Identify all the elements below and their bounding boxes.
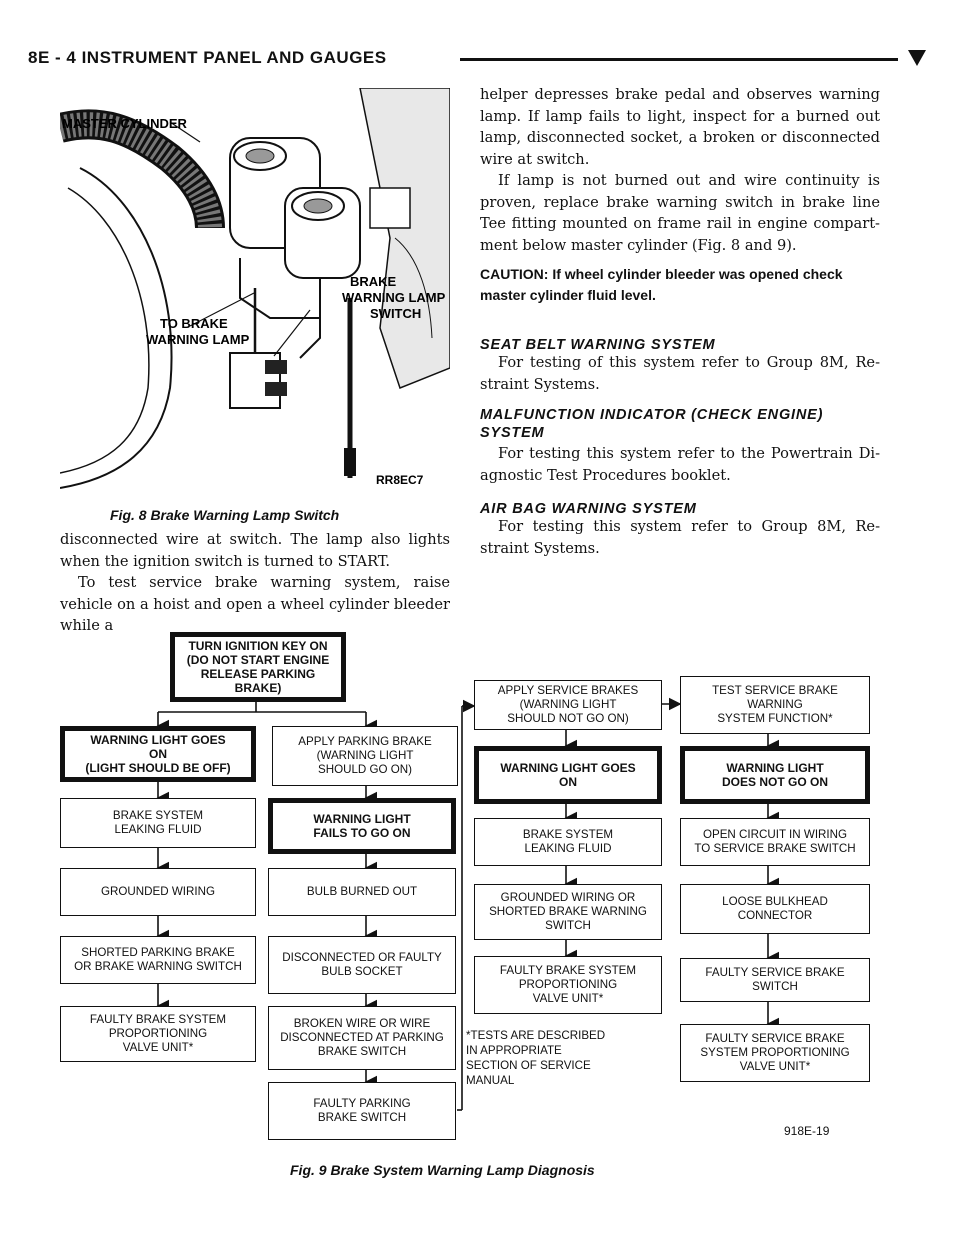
flow-footnote: *TESTS ARE DESCRIBED IN APPROPRIATE SECTION OF SERVICE MANUAL <box>466 1029 606 1087</box>
page-header <box>28 44 932 72</box>
c3-box-5: FAULTY BRAKE SYSTEM PROPORTIONING VALVE UNIT* <box>474 956 662 1014</box>
caution-note: CAUTION: If wheel cylinder bleeder was opened check master cylinder fluid level. <box>480 266 843 303</box>
label-to-lamp-2: WARNING LAMP <box>146 332 250 347</box>
c2-box-4: DISCONNECTED OR FAULTY BULB SOCKET <box>268 936 456 994</box>
section-heading-air-bag: AIR BAG WARNING SYSTEM <box>480 501 697 517</box>
c3-box-4: GROUNDED WIRING OR SHORTED BRAKE WARNING SWITCH <box>474 884 662 940</box>
start-box: TURN IGNITION KEY ON (DO NOT START ENGINE RELEASE PARKING BRAKE) <box>170 632 346 702</box>
c4-box-6: FAULTY SERVICE BRAKE SYSTEM PROPORTIONING VALVE UNIT* <box>680 1024 870 1082</box>
figure-9-caption: Fig. 9 Brake System Warning Lamp Diagnosis <box>290 1162 595 1178</box>
c2-box-6: FAULTY PARKING BRAKE SWITCH <box>268 1082 456 1140</box>
brake-switch-drawing <box>60 88 450 498</box>
c3-box-3: BRAKE SYSTEM LEAKING FLUID <box>474 818 662 866</box>
c1-box-2: BRAKE SYSTEM LEAKING FLUID <box>60 798 256 848</box>
flow-code: 918E-19 <box>784 1124 830 1138</box>
triangle-icon <box>908 50 926 66</box>
c1-box-1: WARNING LIGHT GOES ON (LIGHT SHOULD BE OFF) <box>60 726 256 782</box>
right-paragraph-2: If lamp is not burned out and wire continuity is proven, replace brake warning switch in brake line Tee fitting mounted on frame rail in engine compart-ment below master cylinder (Fig. 8 and 9). <box>480 172 880 254</box>
label-to-lamp-1: TO BRAKE <box>160 316 228 331</box>
figure-8-caption: Fig. 8 Brake Warning Lamp Switch <box>110 507 340 523</box>
c4-box-5: FAULTY SERVICE BRAKE SWITCH <box>680 958 870 1002</box>
c2-box-2: WARNING LIGHT FAILS TO GO ON <box>268 798 456 854</box>
right-paragraph-1: helper depresses brake pedal and observes warning lamp. If lamp fails to light, inspect for a burned out lamp, disconnected socket, a broken or disconnected wire at switch. <box>480 86 880 168</box>
page-title: 8E - 4 INSTRUMENT PANEL AND GAUGES <box>28 48 387 67</box>
figure-8-illustration <box>60 88 450 498</box>
label-brake-2: WARNING LAMP <box>342 290 446 305</box>
header-rule <box>460 58 898 61</box>
left-paragraph-2: To test service brake warning system, raise vehicle on a hoist and open a wheel cylinder bleeder while a <box>60 574 450 634</box>
c1-box-4: SHORTED PARKING BRAKE OR BRAKE WARNING SWITCH <box>60 936 256 984</box>
c3-box-2: WARNING LIGHT GOES ON <box>474 746 662 804</box>
c4-box-4: LOOSE BULKHEAD CONNECTOR <box>680 884 870 934</box>
section-heading-mil: MALFUNCTION INDICATOR (CHECK ENGINE) SYSTEM <box>480 407 824 441</box>
left-paragraph-1: disconnected wire at switch. The lamp also lights when the ignition switch is turned to START. <box>60 531 450 570</box>
section-heading-seat-belt: SEAT BELT WARNING SYSTEM <box>480 337 716 353</box>
c3-box-1: APPLY SERVICE BRAKES (WARNING LIGHT SHOULD NOT GO ON) <box>474 680 662 730</box>
c1-box-3: GROUNDED WIRING <box>60 868 256 916</box>
c4-box-1: TEST SERVICE BRAKE WARNING SYSTEM FUNCTION* <box>680 676 870 734</box>
c2-box-5: BROKEN WIRE OR WIRE DISCONNECTED AT PARKING BRAKE SWITCH <box>268 1006 456 1070</box>
c4-box-3: OPEN CIRCUIT IN WIRING TO SERVICE BRAKE SWITCH <box>680 818 870 866</box>
c2-box-1: APPLY PARKING BRAKE (WARNING LIGHT SHOULD GO ON) <box>272 726 458 786</box>
diagnosis-flowchart <box>56 620 886 1150</box>
c4-box-2: WARNING LIGHT DOES NOT GO ON <box>680 746 870 804</box>
section-body-mil: For testing this system refer to the Powertrain Di-agnostic Test Procedures booklet. <box>480 445 880 484</box>
label-code: RR8EC7 <box>376 473 424 487</box>
section-body-seat-belt: For testing of this system refer to Group 8M, Re-straint Systems. <box>480 354 880 393</box>
c1-box-5: FAULTY BRAKE SYSTEM PROPORTIONING VALVE UNIT* <box>60 1006 256 1062</box>
c2-box-3: BULB BURNED OUT <box>268 868 456 916</box>
label-brake-1: BRAKE <box>350 274 397 289</box>
label-brake-3: SWITCH <box>370 306 422 321</box>
label-master-cylinder: MASTER CYLINDER <box>62 116 187 131</box>
section-body-air-bag: For testing this system refer to Group 8M, Re-straint Systems. <box>480 518 880 557</box>
